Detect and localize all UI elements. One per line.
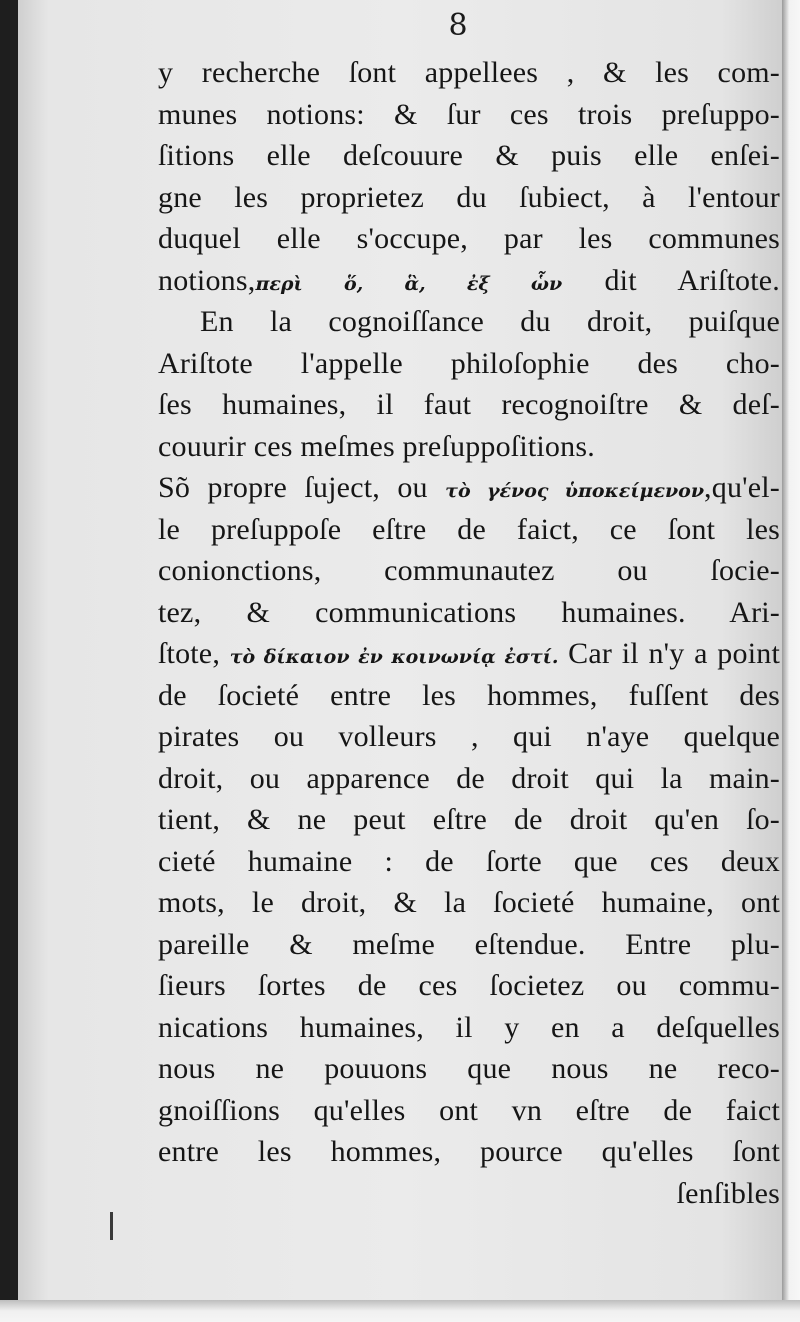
text-line: notions,περὶ ὅ, ἃ, ἐξ ὧν dit Ariſtote. [158,263,780,297]
text-line: de ſocieté entre les hommes, fuſſent des [158,678,780,712]
body-text [158,52,780,1214]
text-line: ſtote, τὸ δίκαιον ἐν κοινωνίᾳ ἐστί. Car il n'y a point [158,637,780,670]
catchword: ſenſibles [676,1176,780,1210]
text-line: gnoiſſions qu'elles ont vn eſtre de faict [158,1093,780,1127]
margin-mark [110,1212,113,1240]
greek-quotation: τὸ γένος ὑποκείμενον [445,480,705,502]
text-line: conionctions, communautez ou ſocie- [158,554,780,587]
text-line: gne les proprietez du ſubiect, à l'entour [158,180,780,214]
text-line: tez, & communications humaines. Ari- [158,595,780,629]
page-edge-right [782,0,800,1322]
text-line: pirates ou volleurs , qui n'aye quelque [158,720,780,753]
text-line: pareille & meſme eſtendue. Entre plu- [158,927,780,961]
text-line: En la cognoiſſance du droit, puiſque [200,305,780,338]
text-line: nications humaines, il y en a deſquelles [158,1010,780,1044]
text-line: munes notions: & ſur ces trois preſuppo- [158,97,780,131]
text-line: ſes humaines, il faut recognoiſtre & deſ- [158,388,780,421]
text-line: Ariſtote l'appelle philoſophie des cho- [158,346,780,380]
text-line: Sõ propre ſuject, ou τὸ γένος ὑποκείμενον,qu'el- [158,471,780,504]
greek-quotation: τὸ δίκαιον ἐν κοινωνίᾳ ἐστί. [229,646,559,668]
text-line: entre les hommes, pource qu'elles ſont [158,1135,780,1168]
text-line: cieté humaine : de ſorte que ces deux [158,844,780,878]
text-line: y recherche ſont appellees , & les com- [158,56,780,89]
text-line: droit, ou apparence de droit qui la main- [158,761,780,795]
page-number: 8 [448,8,468,43]
text-line: mots, le droit, & la ſocieté humaine, ont [158,886,780,919]
text-line: tient, & ne peut eſtre de droit qu'en ſo- [158,803,780,836]
text-line: ſieurs ſortes de ces ſocietez ou commu- [158,969,780,1002]
text-line: nous ne pouuons que nous ne reco- [158,1052,780,1085]
greek-quotation: περὶ ὅ, ἃ, ἐξ ὧν [255,272,563,295]
book-page [18,0,782,1300]
text-line: le preſuppoſe eſtre de faict, ce ſont les [158,512,780,546]
page-edge-bottom [0,1300,800,1322]
text-line: duquel elle s'occupe, par les communes [158,222,780,255]
text-line: couurir ces meſmes preſuppoſitions. [158,429,595,463]
text-line: ſitions elle deſcouure & puis elle enſei- [158,139,780,172]
